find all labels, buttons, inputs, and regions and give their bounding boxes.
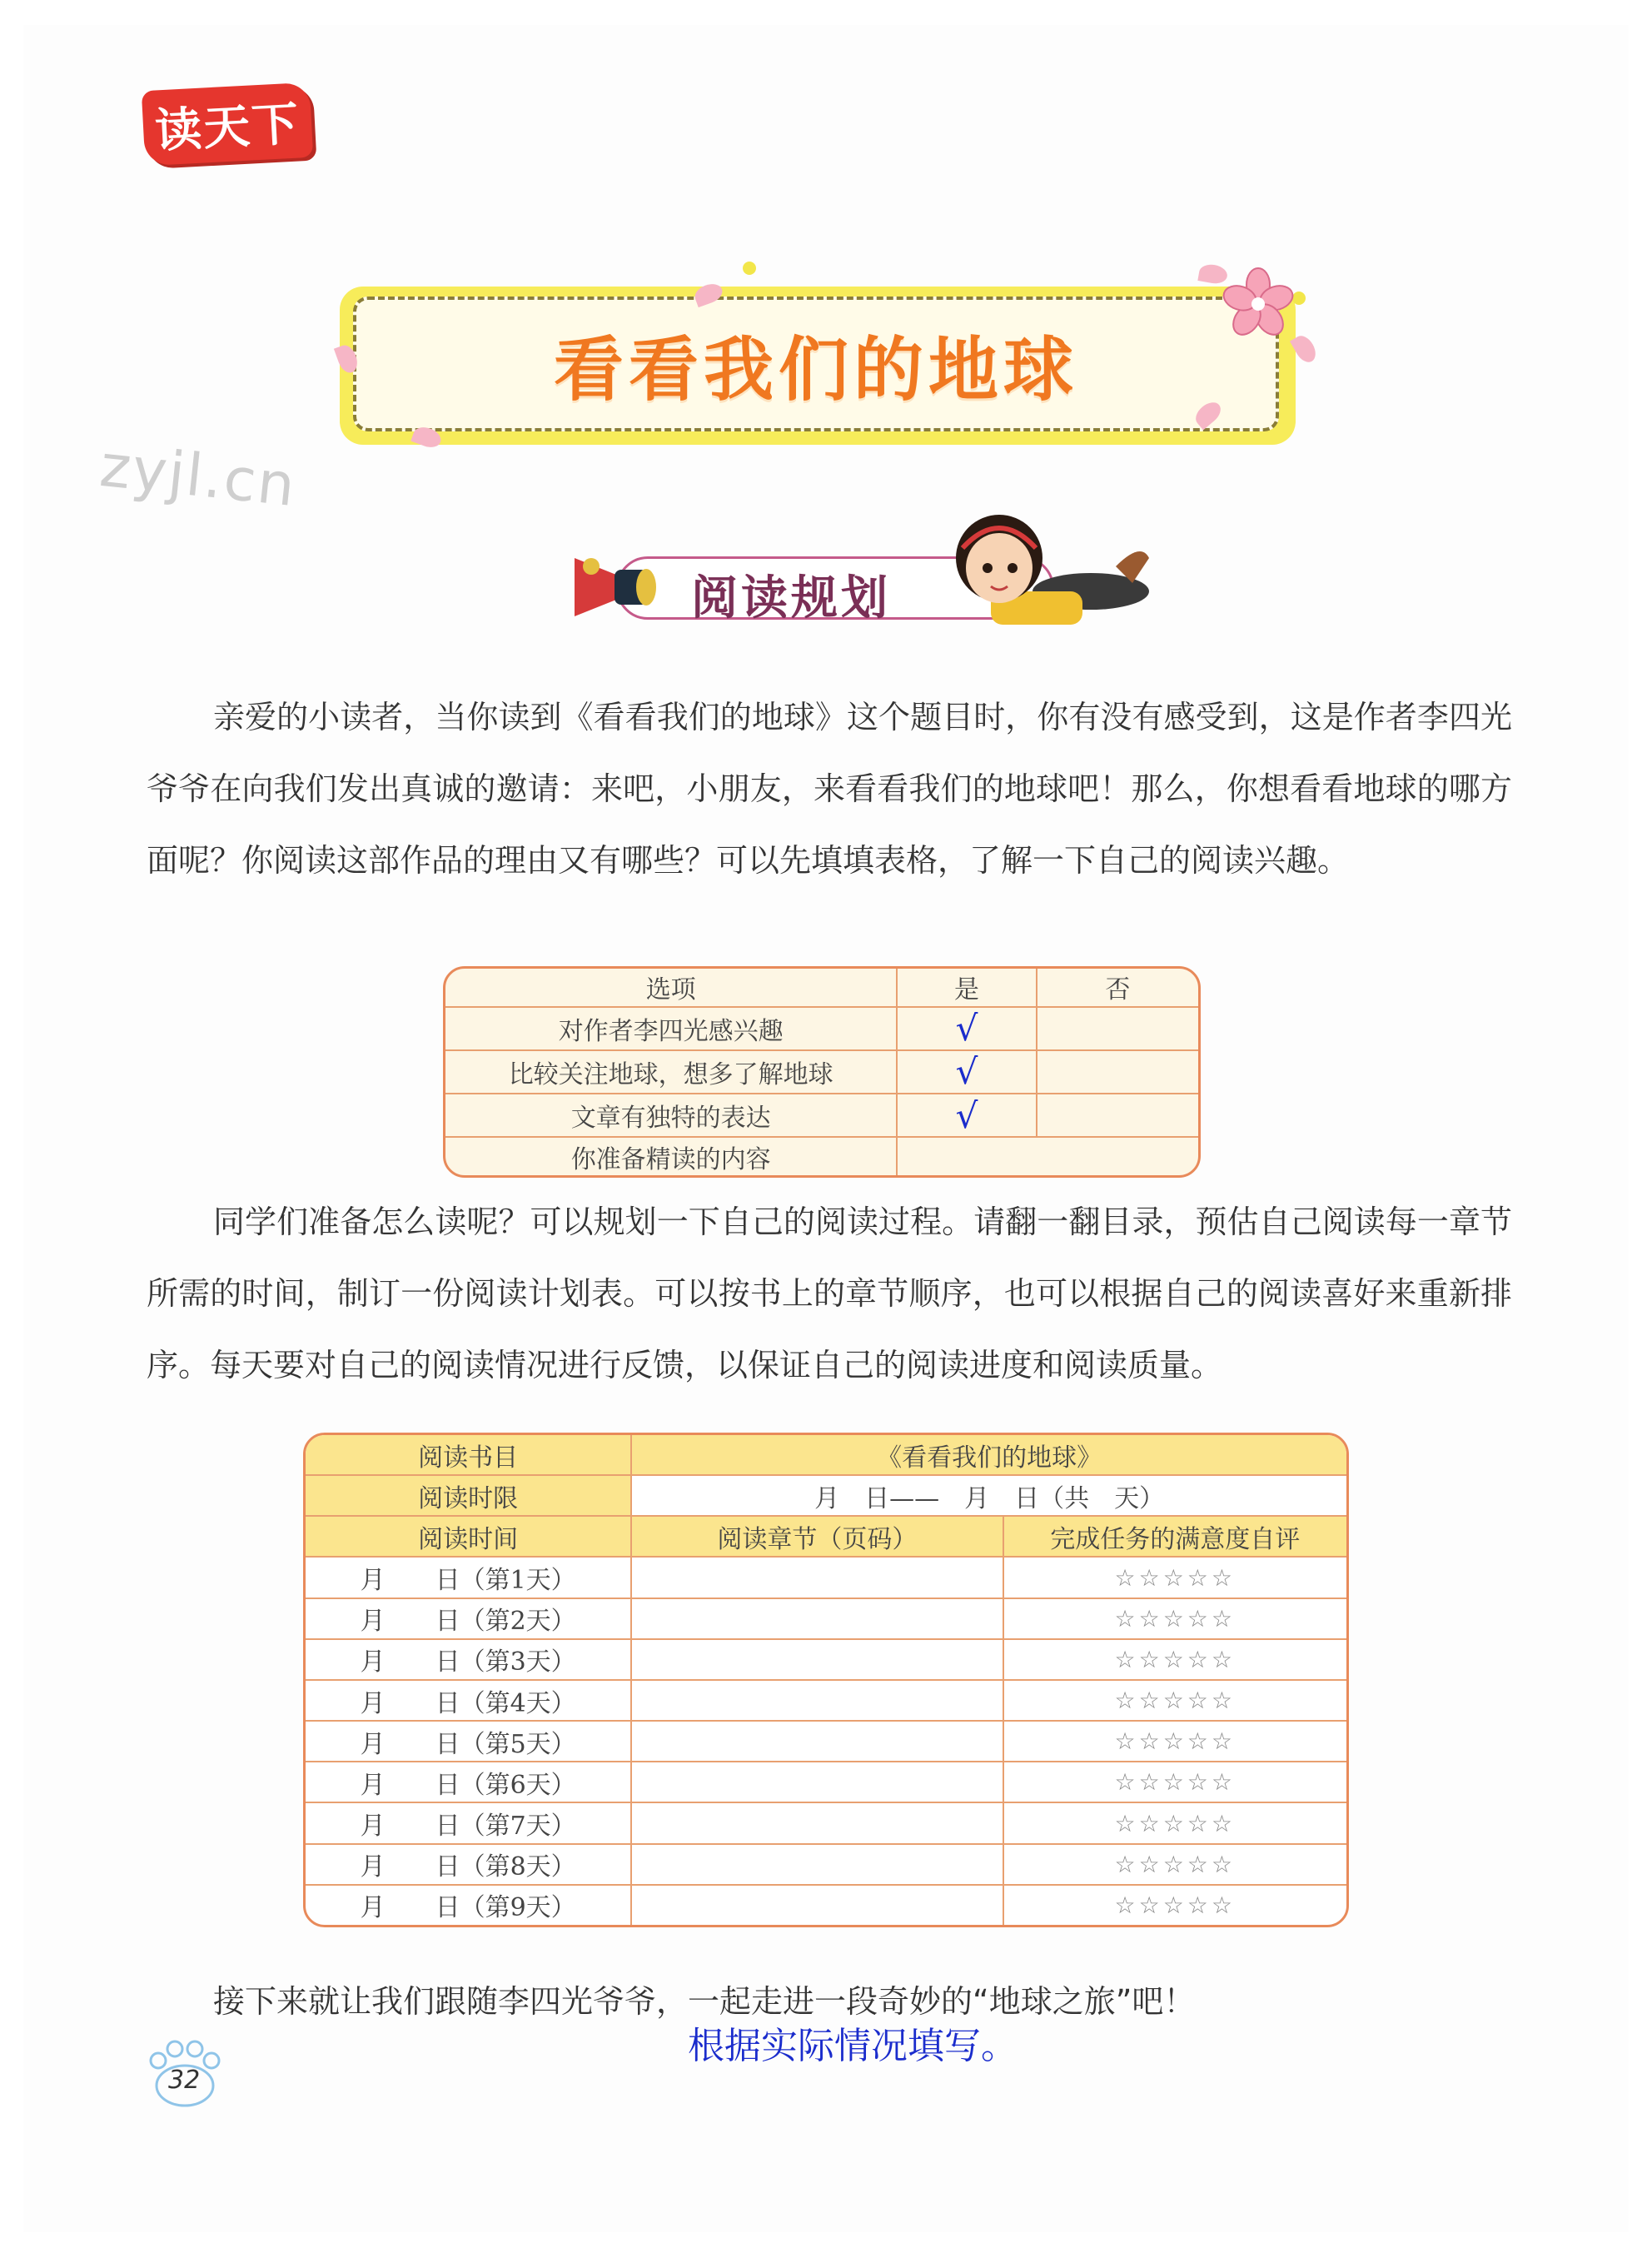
megaphone-icon: [566, 541, 666, 625]
option-cell: 对作者李四光感兴趣: [445, 1007, 897, 1050]
table-row: [306, 1680, 1346, 1721]
header-yes: 是: [897, 969, 1036, 1007]
table-row: [306, 1762, 1346, 1802]
table-row: [445, 1050, 1198, 1094]
rating-stars[interactable]: ☆☆☆☆☆: [1003, 1844, 1347, 1885]
limit-value[interactable]: 月 日—— 月 日（共 天）: [631, 1475, 1346, 1516]
table-row: [306, 1639, 1346, 1680]
option-cell: 文章有独特的表达: [445, 1094, 897, 1137]
book-row: [306, 1435, 1346, 1475]
table-row: [306, 1802, 1346, 1843]
table-row: [445, 1137, 1198, 1175]
reading-plan-title: 阅读规划: [691, 571, 891, 626]
option-cell: 你准备精读的内容: [445, 1137, 897, 1175]
header-chapter: 阅读章节（页码）: [631, 1516, 1003, 1557]
header-no: 否: [1037, 969, 1198, 1007]
rating-stars[interactable]: ☆☆☆☆☆: [1003, 1639, 1347, 1680]
table-row: [306, 1721, 1346, 1762]
chapter-cell[interactable]: [631, 1721, 1003, 1762]
limit-row: [306, 1475, 1346, 1516]
rating-stars[interactable]: ☆☆☆☆☆: [1003, 1557, 1347, 1598]
table-header-row: [445, 969, 1198, 1007]
chapter-cell[interactable]: [631, 1598, 1003, 1639]
limit-label: 阅读时限: [306, 1475, 631, 1516]
yes-cell[interactable]: √: [897, 1094, 1036, 1137]
rating-stars[interactable]: ☆☆☆☆☆: [1003, 1598, 1347, 1639]
yes-cell[interactable]: √: [897, 1007, 1036, 1050]
rating-stars[interactable]: ☆☆☆☆☆: [1003, 1762, 1347, 1802]
option-cell: 比较关注地球，想多了解地球: [445, 1050, 897, 1094]
header-rating: 完成任务的满意度自评: [1003, 1516, 1347, 1557]
date-cell[interactable]: 月 日（第2天）: [306, 1598, 631, 1639]
rating-stars[interactable]: ☆☆☆☆☆: [1003, 1721, 1347, 1762]
table-row: [306, 1885, 1346, 1925]
dot-decoration: [743, 262, 756, 275]
table-row: [445, 1007, 1198, 1050]
reading-girl-illustration: [933, 500, 1149, 641]
table-row: [445, 1094, 1198, 1137]
handwritten-note: 根据实际情况填写。: [688, 2025, 1018, 2067]
intro-paragraph: 亲爱的小读者，当你读到《看看我们的地球》这个题目时，你有没有感受到，这是作者李四光爷爷在向我们发出真诚的邀请：来吧，小朋友，来看看我们的地球吧！那么，你想看看地球的哪方面呢？你阅读这部作品的理由又有哪些？可以先填填表格，了解一下自己的阅读兴趣。: [147, 699, 1512, 879]
chapter-cell[interactable]: [631, 1680, 1003, 1721]
chapter-cell[interactable]: [631, 1885, 1003, 1925]
table-row: [306, 1557, 1346, 1598]
rating-stars[interactable]: ☆☆☆☆☆: [1003, 1680, 1347, 1721]
interest-table: [443, 966, 1201, 1178]
no-cell[interactable]: [1037, 1007, 1198, 1050]
date-cell[interactable]: 月 日（第1天）: [306, 1557, 631, 1598]
reading-plan-table: [303, 1433, 1349, 1927]
no-cell[interactable]: [1037, 1094, 1198, 1137]
table-row: [306, 1844, 1346, 1885]
table-row: [306, 1598, 1346, 1639]
date-cell[interactable]: 月 日（第5天）: [306, 1721, 631, 1762]
page-number-badge: [143, 2036, 226, 2111]
date-cell[interactable]: 月 日（第8天）: [306, 1844, 631, 1885]
watermark: zyjl.cn: [97, 431, 300, 521]
no-cell[interactable]: [1037, 1050, 1198, 1094]
page-title: 看看我们的地球: [553, 327, 1078, 411]
book-label: 阅读书目: [306, 1435, 631, 1475]
date-cell[interactable]: 月 日（第7天）: [306, 1802, 631, 1843]
rating-stars[interactable]: ☆☆☆☆☆: [1003, 1885, 1347, 1925]
rating-stars[interactable]: ☆☆☆☆☆: [1003, 1802, 1347, 1843]
section-badge: 读天下: [142, 82, 313, 166]
chapter-cell[interactable]: [631, 1557, 1003, 1598]
plan-paragraph: 同学们准备怎么读呢？可以规划一下自己的阅读过程。请翻一翻目录，预估自己阅读每一章节所需的时间，制订一份阅读计划表。可以按书上的章节顺序，也可以根据自己的阅读喜好来重新排序。每天要对自己的阅读情况进行反馈，以保证自己的阅读进度和阅读质量。: [147, 1204, 1512, 1383]
reading-plan-header: [566, 541, 1132, 625]
book-value: 《看看我们的地球》: [631, 1435, 1346, 1475]
yes-cell[interactable]: √: [897, 1050, 1036, 1094]
page-number: 32: [168, 2066, 201, 2095]
chapter-cell[interactable]: [631, 1762, 1003, 1802]
date-cell[interactable]: 月 日（第9天）: [306, 1885, 631, 1925]
date-cell[interactable]: 月 日（第6天）: [306, 1762, 631, 1802]
answer-cell[interactable]: [897, 1137, 1198, 1175]
closing-sentence: 接下来就让我们跟随李四光爷爷，一起走进一段奇妙的“地球之旅”吧！: [213, 1983, 1196, 2020]
chapter-cell[interactable]: [631, 1844, 1003, 1885]
chapter-cell[interactable]: [631, 1802, 1003, 1843]
date-cell[interactable]: 月 日（第3天）: [306, 1639, 631, 1680]
column-header-row: [306, 1516, 1346, 1557]
chapter-cell[interactable]: [631, 1639, 1003, 1680]
header-time: 阅读时间: [306, 1516, 631, 1557]
date-cell[interactable]: 月 日（第4天）: [306, 1680, 631, 1721]
header-option: 选项: [445, 969, 897, 1007]
title-frame: [353, 297, 1279, 431]
flower-icon: [1221, 267, 1296, 341]
